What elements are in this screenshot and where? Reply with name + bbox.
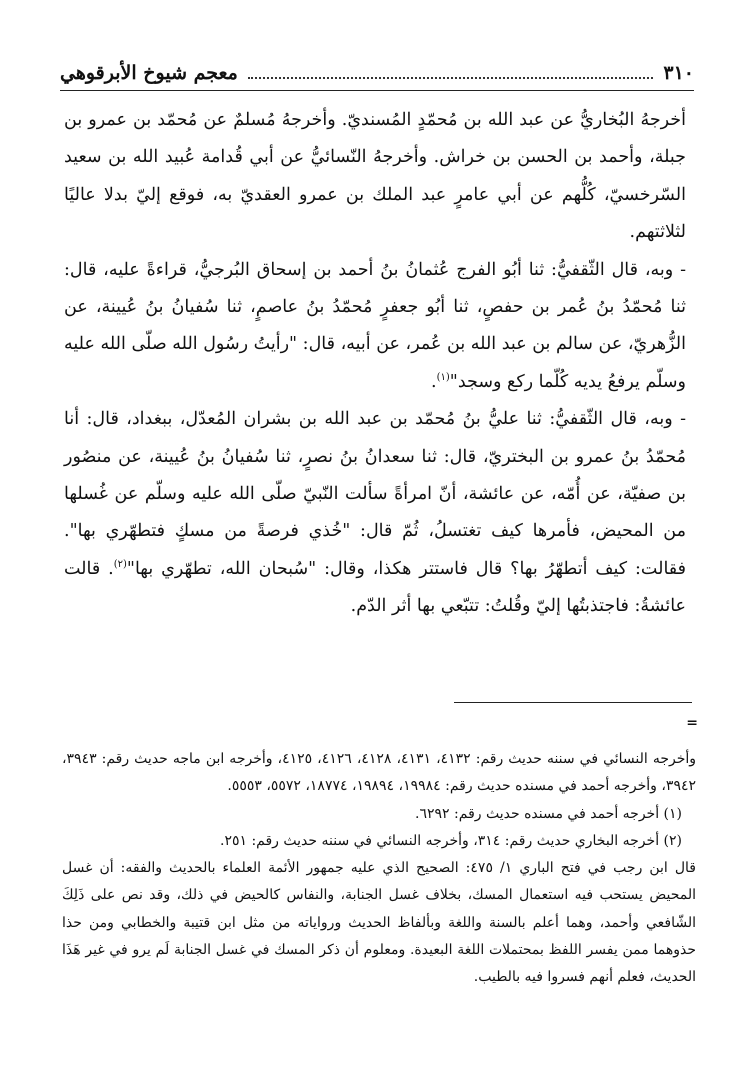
footnote-separator: [454, 702, 692, 703]
footnotes: [62, 746, 696, 992]
book-title: معجم شيوخ الأبرقوهي: [60, 62, 238, 84]
paragraph-hadith-2: [64, 401, 686, 625]
footnote-2: (٢) أخرجه البخاري حديث رقم: ٣١٤، وأخرجه النسائي في سننه حديث رقم: ٢٥١.: [219, 832, 682, 849]
paragraph-text: - وبه، قال الثّقفيُّ: ثنا أبُو الفرج عُثمانُ بنُ أحمد بن إسحاق البُرجيُّ، قراءةً عليه، قال: ثنا مُحمّدُ بنُ عُمر بن حفصٍ، ثنا أبُو جعفرٍ مُحمّدُ بنُ عاصمٍ، ثنا سُفيانُ بنُ عُيينة، عن الزُّهريّ، عن سالم بن عبد الله بن عُمر، عن أبيه، قال: "رأيتُ رسُول الله صلّى الله عليه وسلّم يرفعُ يديه كُلّما ركع وسجد": [64, 259, 686, 392]
footnote-commentary: قال ابن رجب في فتح الباري ١/ ٤٧٥: الصحيح الذي عليه جمهور الأئمة العلماء بالحديث والفقه: أن غسل المحيض يستحب فيه استعمال المسك، بخلاف غسل الجنابة، والنفاس كالحيض في ذلك، وقد نص على ذَلِكَ الشّافعي وأحمد، وهما أعلم بالسنة واللغة وبألفاظ الحديث ورواياته من مثل ابن قتيبة والخطابي ومن حذا حذوهما ممن يفسر اللفظ بمحتملات اللغة البعيدة. ومعلوم أن ذكر المسك في غسل الجنابة لَم يرو في غير هَذَا الحديث، فعلم أنهم فسروا فيه بالطيب.: [62, 860, 697, 986]
main-text: [64, 102, 686, 626]
page-number: ٣١٠: [663, 62, 694, 84]
header-dot-leader: [248, 76, 654, 79]
continuation-mark: =: [686, 715, 698, 731]
paragraph-text: - وبه، قال الثّقفيُّ: ثنا عليُّ بنُ مُحمّد بن عبد الله بن بشران المُعدّل، ببغداد، قال: أنا مُحمّدُ بنُ عمرو بن البختريّ، قال: ثنا سعدانُ بنُ نصرٍ، ثنا سُفيانُ بنُ عُيينة، عن منصُور بن صفيّة، عن أُمّه، عن عائشة، أنّ امرأةً سألت النّبيّ صلّى الله عليه وسلّم عن غُسلها من المحيض، فأمرها كيف تغتسلُ، ثُمّ قال: "خُذي فرصةً من مسكٍ فتطهّري بها". فقالت: كيف أتطهّرُ بها؟ قال فاستتر هكذا، وقال: "سُبحان الله، تطهّري بها": [64, 409, 687, 579]
paragraph-text: أخرجهُ البُخاريُّ عن عبد الله بن مُحمّدٍ المُسنديّ. وأخرجهُ مُسلمٌ عن مُحمّد بن عمرو بن جبلة، وأحمد بن الحسن بن خراش. وأخرجهُ النّسائيُّ عن أبي قُدامة عُبيد الله بن سعيد السّرخسيّ، كُلُّهم عن أبي عامرٍ عبد الملك بن عمرو العقديّ به، فوقع إليّ بدلا عاليًا لثلاثتهم.: [64, 110, 686, 243]
footnote-marker[interactable]: (١): [436, 372, 450, 384]
footnote-1: (١) أخرجه أحمد في مسنده حديث رقم: ٦٢٩٢.: [415, 805, 682, 822]
paragraph-hadith-1: - وبه، قال الثّقفيُّ: ثنا أبُو الفرج عُثمانُ بنُ أحمد بن إسحاق البُرجيُّ، قراءةً عليه، قال: ثنا مُحمّدُ بنُ عُمر بن حفصٍ، ثنا أبُو جعفرٍ مُحمّدُ بنُ عاصمٍ، ثنا سُفيانُ بنُ عُيينة، عن الزُّهريّ، عن سالم بن عبد الله بن عُمر، عن أبيه، قال: "رأيتُ رسُول الله صلّى الله عليه وسلّم يرفعُ يديه كُلّما ركع وسجد"$^{(١)}$.: [64, 259, 686, 392]
paragraph-takhrij: [64, 102, 686, 252]
running-header: [60, 56, 694, 91]
footnote-continued: وأخرجه النسائي في سننه حديث رقم: ٤١٣٢، ٤١٣١، ٤١٢٨، ٤١٢٦، ٤١٢٥، وأخرجه ابن ماجه حديث رقم: ٣٩٤٣، ٣٩٤٢، وأخرجه أحمد في مسنده حديث رقم: ١٩٩٨٤، ١٩٨٩٤، ١٨٧٧٤، ٥٥٧٢، ٥٥٥٣.: [62, 751, 697, 795]
footnote-marker[interactable]: (٢): [113, 559, 127, 571]
paragraph-tail: . قالت عائشةُ: فاجتذبتُها إليّ وقُلتُ: تتبّعي بها أثر الدّم.: [64, 558, 686, 617]
